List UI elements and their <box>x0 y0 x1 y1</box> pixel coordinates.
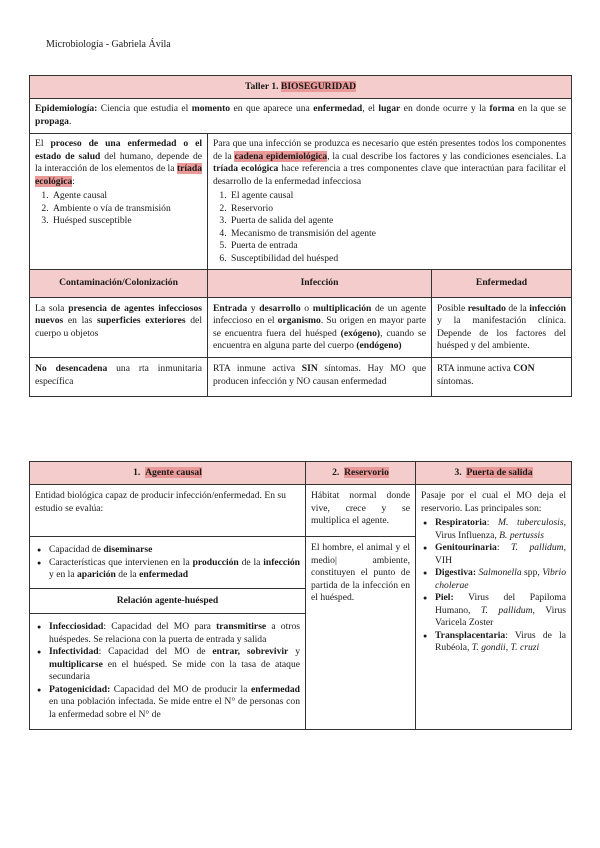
list-item: ● Piel: Virus del Papiloma Humano, T. pallidum, Virus Varicela Zoster <box>435 592 566 629</box>
col-header-enfermedad: Enfermedad <box>432 270 572 297</box>
reservorio-description: Hábitat normal donde vive, crece y se multiplica el agente. <box>306 485 416 537</box>
triada-list <box>35 190 202 227</box>
cadena-list <box>213 190 566 265</box>
infeccion-respuesta: RTA inmune activa SIN síntomas. Hay MO que producen infección y NO causan enfermedad <box>208 358 432 397</box>
enfermedad-definition: Posible resultado de la infección y la manifestación clínica. Depende de los factores del huésped y del ambiente. <box>432 297 572 358</box>
list-item: ● Digestiva: Salmonella spp, Vibrio cholerae <box>435 567 566 592</box>
list-item: ● Características que intervienen en la producción de la infección y en la aparición de la enfermedad <box>49 557 300 582</box>
contaminacion-definition: La sola presencia de agentes infecciosos nuevos en las superficies exteriores del cuerpo u objetos <box>30 297 208 358</box>
list-item: ● Infecciosidad: Capacidad del MO para transmitirse a otros huéspedes. Se relaciona con la puerta de entrada y salida <box>49 621 300 646</box>
list-item: 1. Agente causal <box>51 190 202 202</box>
agente-causal-description: Entidad biológica capaz de producir infección/enfermedad. En su estudio se evalúa: <box>30 485 306 537</box>
relacion-list <box>35 621 300 721</box>
list-item: 2. Reservorio <box>229 203 566 215</box>
enfermedad-respuesta: RTA inmune activa CON síntomas. <box>432 358 572 397</box>
epidemiologia-definition: Epidemiología: Ciencia que estudia el momento en que aparece una enfermedad, el lugar en donde ocurre y la forma en la que se propaga. <box>30 99 572 134</box>
col-header-infeccion: Infección <box>208 270 432 297</box>
puerta-salida-cell <box>416 485 572 730</box>
relacion-agente-huesped-cell <box>30 614 306 730</box>
list-item: ● Respiratoria: M. tuberculosis, Virus Influenza, B. pertussis <box>435 517 566 542</box>
list-item: 2. Ambiente o vía de transmisión <box>51 203 202 215</box>
contaminacion-respuesta: No desencadena una rta inmunitaria específica <box>30 358 208 397</box>
agente-causal-criteria <box>30 537 306 588</box>
header-puerta-salida: 3. Puerta de salida <box>416 462 572 485</box>
bioseguridad-table <box>29 75 572 397</box>
list-item: ● Genitourinaria: T. pallidum, VIH <box>435 542 566 567</box>
agente-causal-list <box>35 544 300 581</box>
table-title: Taller 1. BIOSEGURIDAD <box>30 76 572 99</box>
infeccion-definition: Entrada y desarrollo o multiplicación de un agente infeccioso en el organismo. Su origen en mayor parte se encuentra fuera del huésped (exógeno), cuando se encuentra en alguna parte del cuerpo (endógeno) <box>208 297 432 358</box>
puerta-salida-description: Pasaje por el cual el MO deja el reservorio. Las principales son: <box>421 490 566 514</box>
header-reservorio: 2. Reservorio <box>306 462 416 485</box>
header-agente-causal: 1. Agente causal <box>30 462 306 485</box>
triada-ecologica-cell: El proceso de una enfermedad o el estado de salud del humano, depende de la interacción de los elementos de la tríada ecológica: 1. Agente causal 2. Ambiente o vía de transmisión 3. Huésped susceptible <box>30 134 208 270</box>
puerta-salida-list <box>421 517 566 654</box>
col-header-contaminacion: Contaminación/Colonización <box>30 270 208 297</box>
cadena-table <box>29 461 572 730</box>
list-item: 4. Mecanismo de transmisión del agente <box>229 228 566 240</box>
reservorio-detail: El hombre, el animal y el medio| ambiente, constituyen el punto de partida de la infección en el huésped. <box>306 537 416 730</box>
cadena-epidemiologica-cell: Para que una infección se produzca es necesario que estén presentes todos los componentes de la cadena epidemiológica, la cual describe los factores y las condiciones esenciales. La tríada ecológica hace referencia a tres componentes clave que interactúan para facilitar el desarrollo de la enfermedad infecciosa 1. El agente causal 2. Reservorio 3. Puerta de salida del agente 4. Mecanismo de transmisión del agente 5. Puerta de entrada 6. Susceptibilidad del huésped <box>208 134 572 270</box>
list-item: ● Capacidad de diseminarse <box>49 544 300 556</box>
list-item: 1. El agente causal <box>229 190 566 202</box>
list-item: ● Patogenicidad: Capacidad del MO de producir la enfermedad en una población infectada. Se mide entre el N° de personas con la enfermedad sobre el N° de <box>49 684 300 721</box>
list-item: ● Transplacentaria: Virus de la Rubéola, T. gondii, T. cruzi <box>435 630 566 655</box>
list-item: 5. Puerta de entrada <box>229 240 566 252</box>
list-item: ● Infectividad: Capacidad del MO de entrar, sobrevivir y multiplicarse en el huésped. Se mide con la tasa de ataque secundaria <box>49 646 300 683</box>
document-header: Microbiología - Gabriela Ávila <box>46 39 171 50</box>
list-item: 3. Puerta de salida del agente <box>229 215 566 227</box>
list-item: 3. Huésped susceptible <box>51 215 202 227</box>
relacion-agente-huesped-title: Relación agente-huésped <box>30 588 306 613</box>
list-item: 6. Susceptibilidad del huésped <box>229 253 566 265</box>
